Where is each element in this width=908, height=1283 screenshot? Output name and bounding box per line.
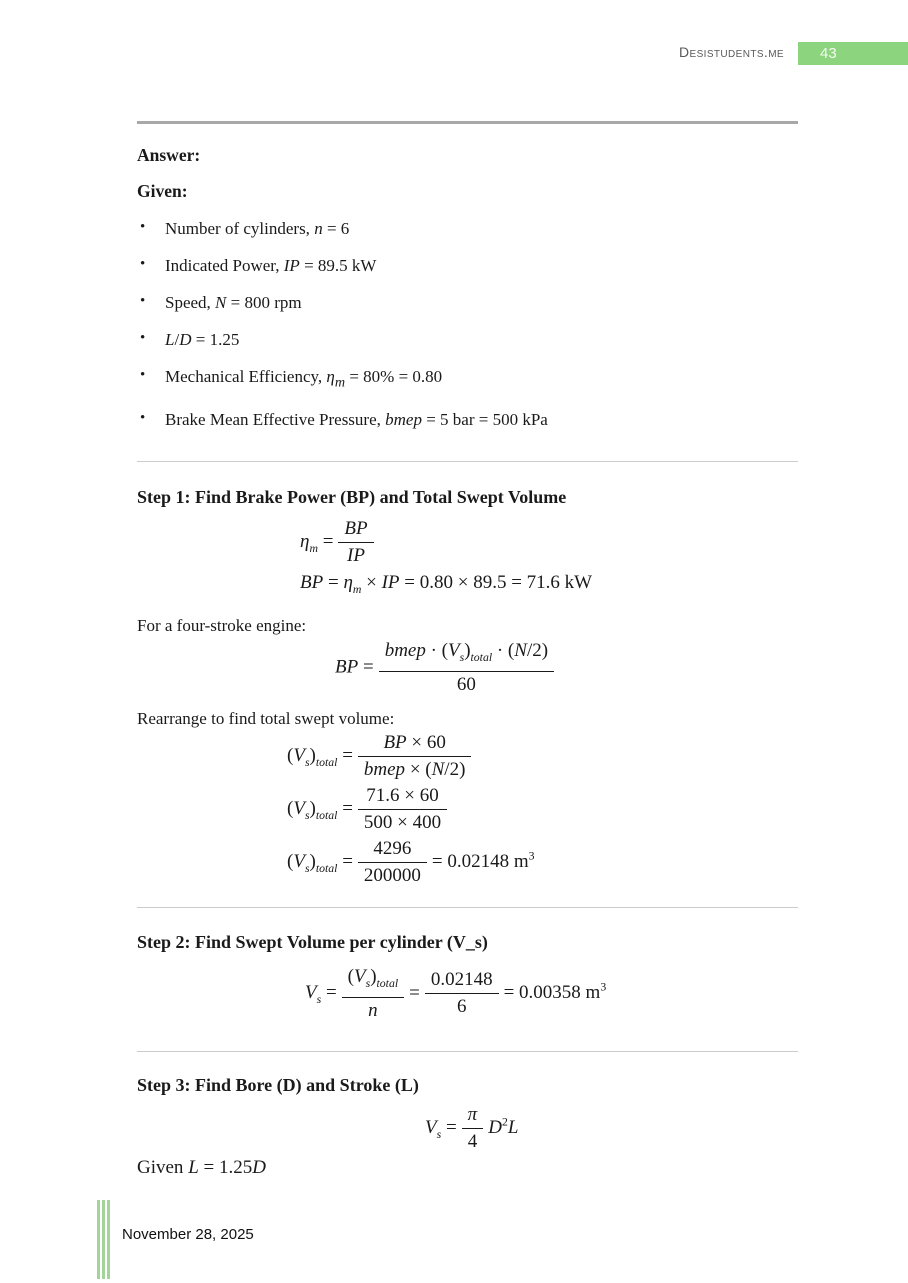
section-divider: [137, 1051, 798, 1052]
list-item: • Number of cylinders, n = 6: [137, 218, 798, 239]
fraction: $\frac{\pi}{4}$: [462, 1103, 484, 1154]
stripe: [97, 1200, 100, 1279]
fraction: $\frac{0.02148}{6}$: [425, 968, 499, 1019]
fraction: $\frac{bmep \cdot (V_s)_{total} \cdot (N/2)}{60}$: [379, 639, 554, 697]
fraction: $\frac{(V_s)_{total}}{n}$: [342, 965, 404, 1023]
equation-swept-volume-formula: $V_s$ = $\frac{\pi}{4}$ $D^2L$: [425, 1103, 519, 1152]
list-item: • Mechanical Efficiency, $\eta_m = 80\% = 0.80$: [137, 366, 798, 393]
page-number-badge: 43: [798, 42, 908, 65]
fraction: $\frac{BP \times 60}{\text{bmep × (N/2)}}$: [358, 731, 472, 782]
top-divider: [137, 121, 798, 124]
step1-heading: Step 1: Find Brake Power (BP) and Total Swept Volume: [137, 487, 567, 508]
footer-date: November 28, 2025: [122, 1226, 254, 1243]
fraction: $\frac{71.6 \times 60}{500 \times 400}$: [358, 784, 447, 835]
content-column: [137, 0, 798, 1178]
site-name: Desistudents.me: [678, 44, 784, 60]
equation-vs-total-numeric: $(V_s)_{total}$ = $\frac{71.6 \times 60}{500 \times 400}$: [287, 784, 798, 835]
stripe: [107, 1200, 110, 1279]
step2-heading: Step 2: Find Swept Volume per cylinder (V_s): [137, 931, 488, 952]
given-heading: Given:: [137, 181, 188, 201]
given-list: [137, 218, 798, 430]
equation-bp-bmep: BP = $\frac{bmep \cdot (V_s)_{total} \cdot (N/2)}{60}$: [335, 639, 798, 697]
four-stroke-note: For a four-stroke engine:: [137, 616, 307, 636]
equation-eta-definition: $\eta_m$ = $\frac{BP}{IP}$: [300, 517, 798, 568]
list-item: • L/D = 1.25: [137, 329, 798, 350]
given-l-note: Given L = 1.25D: [137, 1156, 266, 1178]
answer-heading: Answer:: [137, 145, 201, 165]
stripe: [102, 1200, 105, 1279]
equation-vs-per-cylinder: $V_s$ = $\frac{(V_s)_{total}}{n}$ = $\frac{0.02148}{6}$ = 0.00358 $m^3$: [305, 965, 607, 1021]
fraction: $\frac{BP}{IP}$: [338, 517, 373, 568]
fraction: $\frac{4296}{200000}$: [358, 837, 427, 888]
list-item: • Brake Mean Effective Pressure, bmep = 5 bar = 500 kPa: [137, 409, 798, 430]
footer-stripes-decoration: [97, 1200, 112, 1279]
equation-brake-power-result: BP = $\eta_m$ × IP = 0.80 × 89.5 = 71.6 kW: [300, 572, 593, 597]
equation-vs-total-result: $(V_s)_{total}$ = $\frac{4296}{200000}$ = 0.02148 $m^3$: [287, 837, 535, 886]
list-item: • Indicated Power, IP = 89.5 kW: [137, 255, 798, 276]
section-divider: [137, 907, 798, 908]
section-divider: [137, 461, 798, 462]
list-item: • Speed, N = 800 rpm: [137, 292, 798, 313]
equation-vs-total-symbolic: $(V_s)_{total}$ = $\frac{BP \times 60}{\text{bmep × (N/2)}}$: [287, 731, 798, 782]
step3-heading: Step 3: Find Bore (D) and Stroke (L): [137, 1074, 419, 1095]
rearrange-note: Rearrange to find total swept volume:: [137, 708, 395, 728]
